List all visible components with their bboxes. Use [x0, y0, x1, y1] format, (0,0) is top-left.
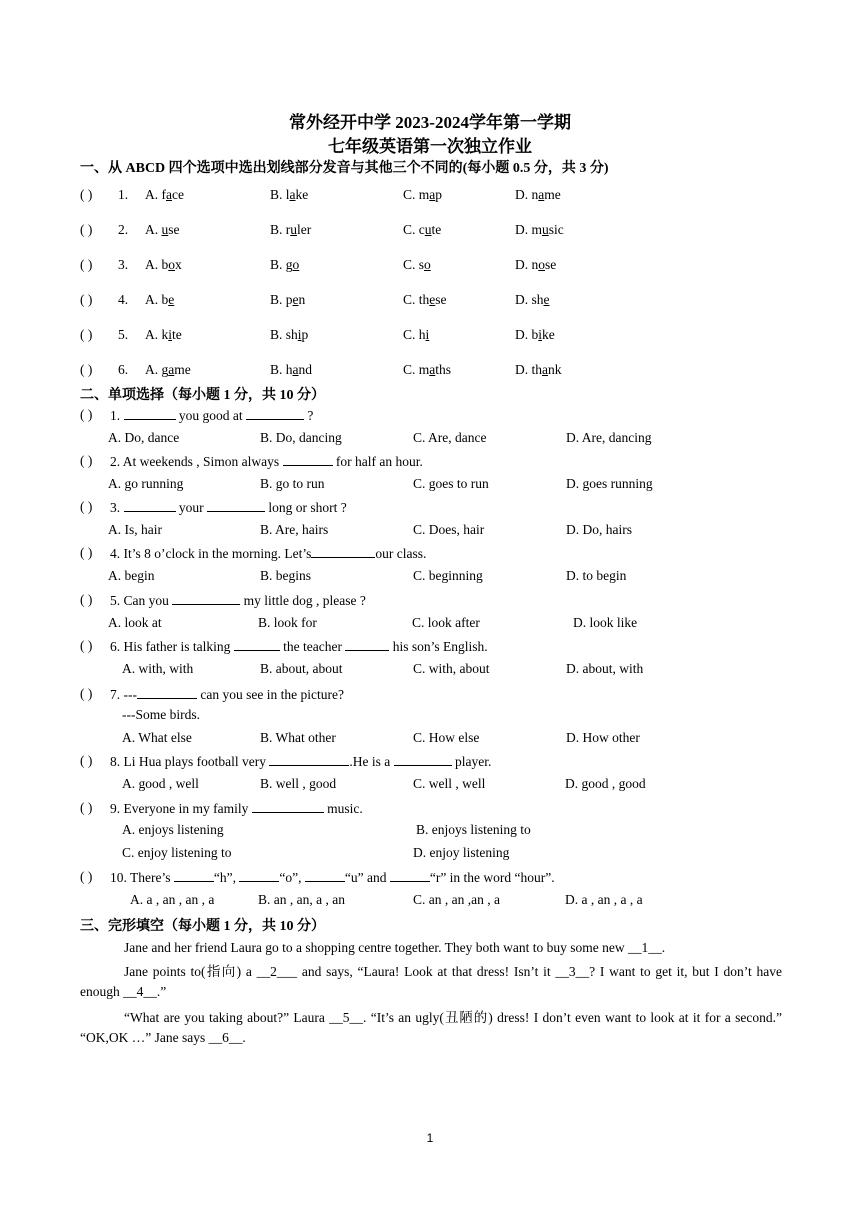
- question-stem: 3. your long or short ?: [110, 500, 347, 515]
- underlined-letter: e: [168, 292, 175, 307]
- option-b: B. go: [270, 257, 300, 272]
- question-stem: 7. --- can you see in the picture?: [110, 687, 344, 702]
- cloze-paragraph-1: Jane and her friend Laura go to a shopping centre together. They both want to buy some new __1__.: [124, 940, 666, 955]
- question-number: 4.: [118, 292, 129, 307]
- underlined-letter: u: [542, 222, 549, 237]
- option-a[interactable]: A. look at: [108, 615, 162, 630]
- section1-heading: 一、从 ABCD 四个选项中选出划线部分发音与其他三个不同的(每小题 0.5 分，共 3 分): [80, 161, 609, 176]
- option-a[interactable]: A. enjoys listening: [122, 822, 224, 837]
- option-c: C. map: [403, 187, 443, 202]
- underlined-letter: o: [538, 257, 545, 272]
- underlined-letter: a: [429, 362, 436, 377]
- option-d: D. name: [515, 187, 561, 202]
- option-a[interactable]: A. What else: [122, 730, 192, 745]
- question-stem: 8. Li Hua plays football very .He is a player.: [110, 754, 492, 769]
- section2-heading: 二、单项选择（每小题 1 分，共 10 分）: [80, 388, 325, 403]
- answer-blank[interactable]: [394, 753, 452, 766]
- option-d[interactable]: D. How other: [566, 730, 640, 745]
- option-d[interactable]: D. enjoy listening: [413, 845, 510, 860]
- underlined-letter: e: [543, 292, 550, 307]
- option-b[interactable]: B. look for: [258, 615, 317, 630]
- option-d[interactable]: D. a , an , a , a: [565, 892, 643, 907]
- answer-blank[interactable]: [311, 545, 375, 558]
- question-number: 3.: [118, 257, 129, 272]
- option-d[interactable]: D. to begin: [566, 568, 627, 583]
- option-a[interactable]: A. good , well: [122, 776, 199, 791]
- answer-bracket[interactable]: ( ): [80, 453, 93, 468]
- answer-blank[interactable]: [124, 499, 176, 512]
- option-b: B. ruler: [270, 222, 312, 237]
- answer-blank[interactable]: [124, 407, 176, 420]
- underlined-letter: a: [292, 362, 299, 377]
- underlined-letter: u: [424, 222, 432, 237]
- exam-title: 常外经开中学 2023-2024学年第一学期: [289, 113, 571, 132]
- option-a: A. kite: [145, 327, 182, 342]
- option-d[interactable]: D. Are, dancing: [566, 430, 652, 445]
- option-a: A. box: [145, 257, 182, 272]
- option-d[interactable]: D. goes running: [566, 476, 653, 491]
- answer-blank[interactable]: [172, 592, 240, 605]
- option-b[interactable]: B. begins: [260, 568, 312, 583]
- answer-blank[interactable]: [234, 638, 280, 651]
- option-c: C. these: [403, 292, 447, 307]
- answer-bracket[interactable]: ( ): [80, 327, 93, 342]
- answer-blank[interactable]: [305, 869, 345, 882]
- underlined-letter: a: [289, 187, 296, 202]
- underlined-letter: i: [425, 327, 430, 342]
- question-stem: 5. Can you my little dog , please ?: [110, 593, 366, 608]
- underlined-letter: o: [292, 257, 300, 272]
- answer-blank[interactable]: [137, 686, 197, 699]
- underlined-letter: a: [166, 187, 172, 202]
- option-d[interactable]: D. Do, hairs: [566, 522, 632, 537]
- question-number: 2.: [118, 222, 129, 237]
- question-number: 6.: [118, 362, 129, 377]
- answer-blank[interactable]: [390, 869, 430, 882]
- answer-bracket[interactable]: ( ): [80, 257, 93, 272]
- question-stem: 6. His father is talking the teacher his son’s English.: [110, 639, 488, 654]
- answer-blank[interactable]: [207, 499, 265, 512]
- answer-blank[interactable]: [345, 638, 389, 651]
- answer-bracket[interactable]: ( ): [80, 638, 93, 653]
- option-d: D. music: [515, 222, 564, 237]
- option-b: B. lake: [270, 187, 309, 202]
- option-b[interactable]: B. an , an, a , an: [258, 892, 345, 907]
- answer-bracket[interactable]: ( ): [80, 753, 93, 768]
- answer-blank[interactable]: [283, 453, 333, 466]
- option-c: C. maths: [403, 362, 452, 377]
- underlined-letter: o: [424, 257, 431, 272]
- question-stem: 9. Everyone in my family music.: [110, 801, 363, 816]
- answer-bracket[interactable]: ( ): [80, 187, 93, 202]
- option-a[interactable]: A. a , an , an , a: [130, 892, 215, 907]
- option-c: C. cute: [403, 222, 442, 237]
- underlined-letter: o: [168, 257, 175, 272]
- question-stem: 1. you good at ?: [110, 408, 314, 423]
- option-b[interactable]: B. Are, hairs: [260, 522, 329, 537]
- option-b[interactable]: B. enjoys listening to: [416, 822, 531, 837]
- option-c[interactable]: C. enjoy listening to: [122, 845, 232, 860]
- option-b[interactable]: B. What other: [260, 730, 336, 745]
- answer-bracket[interactable]: ( ): [80, 869, 93, 884]
- answer-bracket[interactable]: ( ): [80, 222, 93, 237]
- underlined-letter: a: [538, 187, 545, 202]
- underlined-letter: i: [538, 327, 543, 342]
- option-d: D. bike: [515, 327, 555, 342]
- question-stem: 4. It’s 8 o’clock in the morning. Let’s our class.: [110, 546, 427, 561]
- underlined-letter: u: [290, 222, 297, 237]
- option-a[interactable]: A. with, with: [122, 661, 194, 676]
- option-c: C. so: [403, 257, 431, 272]
- underlined-letter: a: [542, 362, 548, 377]
- answer-blank[interactable]: [252, 800, 324, 813]
- underlined-letter: i: [297, 327, 302, 342]
- cloze-paragraph-2: Jane points to(指向) a __2___ and says, “Laura! Look at that dress! Isn’t it __3__? I want to get it, but I don’t have enough __4__.”: [80, 964, 782, 999]
- option-c[interactable]: C. with, about: [413, 661, 490, 676]
- option-b: B. ship: [270, 327, 309, 342]
- option-a: A. use: [145, 222, 180, 237]
- option-b[interactable]: B. about, about: [260, 661, 343, 676]
- answer-blank[interactable]: [239, 869, 279, 882]
- underlined-letter: e: [292, 292, 299, 307]
- answer-bracket[interactable]: ( ): [80, 362, 93, 377]
- answer-bracket[interactable]: ( ): [80, 292, 93, 307]
- underlined-letter: u: [161, 222, 169, 237]
- option-d[interactable]: D. good , good: [565, 776, 646, 791]
- answer-bracket[interactable]: ( ): [80, 407, 93, 422]
- option-c[interactable]: C. beginning: [413, 568, 483, 583]
- option-d: D. she: [515, 292, 550, 307]
- option-b: B. hand: [270, 362, 313, 377]
- option-c[interactable]: C. goes to run: [413, 476, 489, 491]
- section3-heading: 三、完形填空（每小题 1 分，共 10 分）: [80, 919, 325, 934]
- cloze-paragraph-3: “What are you taking about?” Laura __5__. “It’s an ugly(丑陋的) dress! I don’t even want to look at it for a second.” “OK,OK …” Jane says __6__.: [80, 1010, 782, 1045]
- option-a: A. be: [145, 292, 175, 307]
- question-number: 1.: [118, 187, 129, 202]
- option-d: D. nose: [515, 257, 557, 272]
- page-number: 1: [426, 1131, 434, 1145]
- option-a[interactable]: A. go running: [108, 476, 184, 491]
- option-c[interactable]: C. How else: [413, 730, 480, 745]
- option-c[interactable]: C. an , an ,an , a: [413, 892, 500, 907]
- underlined-letter: e: [429, 292, 436, 307]
- dialogue-reply: ---Some birds.: [122, 707, 200, 722]
- answer-bracket[interactable]: ( ): [80, 545, 93, 560]
- option-a: A. game: [145, 362, 191, 377]
- option-a[interactable]: A. begin: [108, 568, 155, 583]
- answer-bracket[interactable]: ( ): [80, 686, 93, 701]
- answer-blank[interactable]: [174, 869, 214, 882]
- answer-blank[interactable]: [269, 753, 349, 766]
- answer-bracket[interactable]: ( ): [80, 499, 93, 514]
- option-b[interactable]: B. go to run: [260, 476, 325, 491]
- option-c: C. hi: [403, 327, 430, 342]
- underlined-letter: a: [168, 362, 175, 377]
- answer-bracket[interactable]: ( ): [80, 592, 93, 607]
- option-a[interactable]: A. Do, dance: [108, 430, 180, 445]
- option-c[interactable]: C. Does, hair: [413, 522, 485, 537]
- option-b[interactable]: B. well , good: [260, 776, 337, 791]
- option-c[interactable]: C. look after: [412, 615, 480, 630]
- answer-bracket[interactable]: ( ): [80, 800, 93, 815]
- option-b: B. pen: [270, 292, 306, 307]
- option-b[interactable]: B. Do, dancing: [260, 430, 342, 445]
- option-a[interactable]: A. Is, hair: [108, 522, 162, 537]
- question-stem: 2. At weekends , Simon always for half an hour.: [110, 454, 423, 469]
- option-d[interactable]: D. look like: [573, 615, 638, 630]
- option-a: A. face: [145, 187, 184, 202]
- underlined-letter: a: [429, 187, 436, 202]
- option-d[interactable]: D. about, with: [566, 661, 644, 676]
- underlined-letter: i: [168, 327, 173, 342]
- option-c[interactable]: C. well , well: [413, 776, 486, 791]
- option-d: D. thank: [515, 362, 562, 377]
- option-c[interactable]: C. Are, dance: [413, 430, 487, 445]
- answer-blank[interactable]: [246, 407, 304, 420]
- question-number: 5.: [118, 327, 129, 342]
- exam-subtitle: 七年级英语第一次独立作业: [328, 137, 532, 156]
- question-stem: 10. There’s “h”, “o”, “u” and “r” in the word “hour”.: [110, 870, 555, 885]
